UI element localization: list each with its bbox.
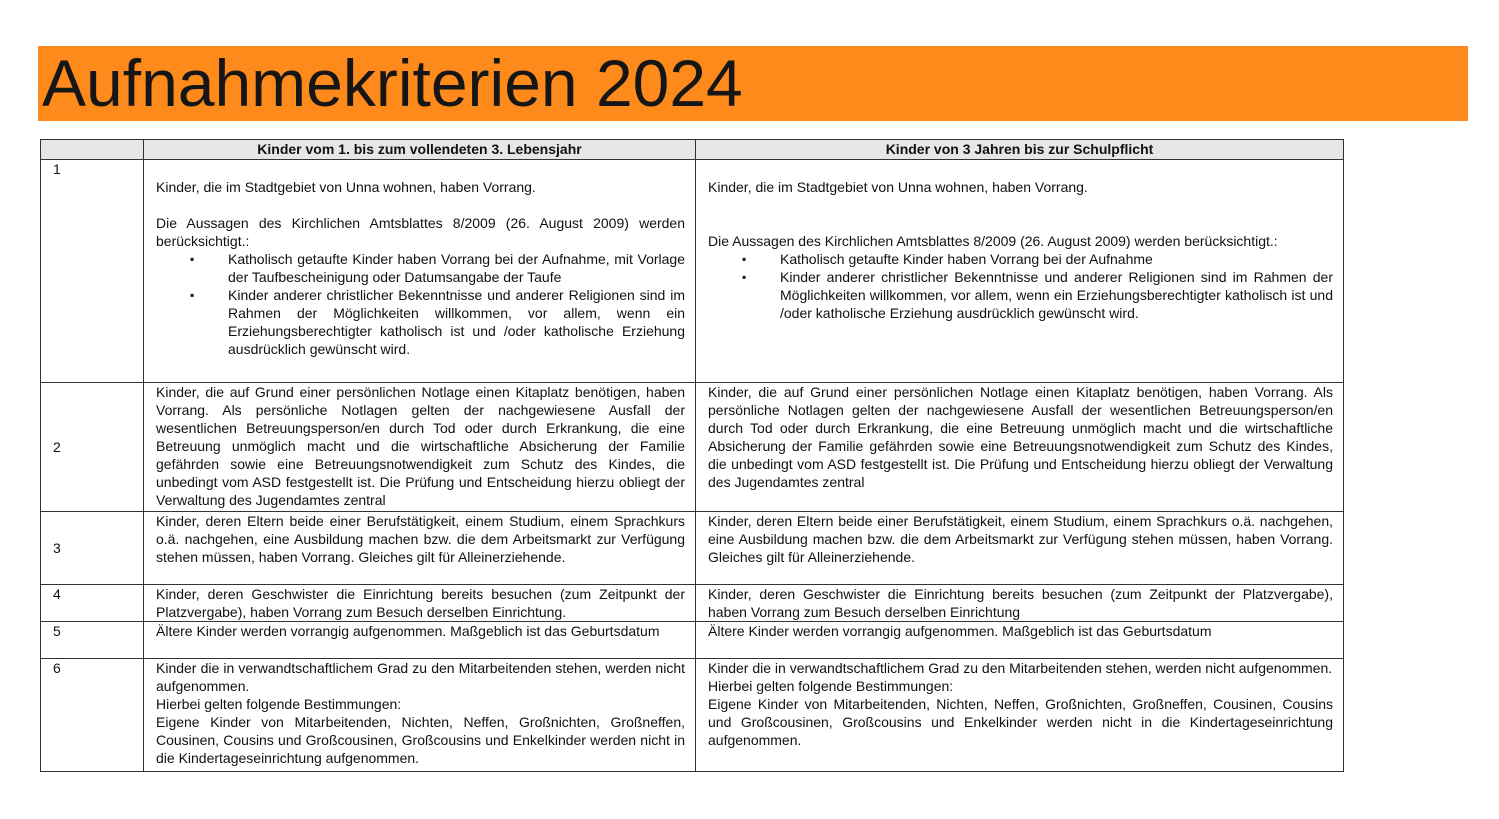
criterion-cell-right	[696, 659, 1344, 772]
row-number: 1	[41, 160, 144, 383]
criterion-cell-right: Ältere Kinder werden vorrangig aufgenommen. Maßgeblich ist das Geburtsdatum	[696, 622, 1344, 659]
criterion-paragraph: Kinder, die im Stadtgebiet von Unna wohnen, haben Vorrang.	[156, 179, 536, 195]
criterion-cell-right: Kinder, die auf Grund einer persönlichen Notlage einen Kitaplatz benötigen, haben Vorrang. Als persönliche Notlagen gelten der nachgewiesene Ausfall der wesentlichen Betreuungsperson/en durch Tod oder durch Erkrankung, die eine Betreuung unmöglich macht und die wirtschaftliche Absicherung der Familie gefährden sowie eine Betreuungsnotwendigkeit zum Schutz des Kindes, die unbedingt vom ASD festgestellt ist. Die Prüfung und Entscheidung hierzu obliegt der Verwaltung des Jugendamtes zentral	[696, 383, 1344, 512]
criterion-cell-left: Kinder, die auf Grund einer persönlichen Notlage einen Kitaplatz benötigen, haben Vorrang. Als persönliche Notlagen gelten der nachgewiesene Ausfall der wesentlichen Betreuungsperson/en durch Tod oder durch Erkrankung, die eine Betreuung unmöglich macht und die wirtschaftliche Absicherung der Familie gefährden sowie eine Betreuungsnotwendigkeit zum Schutz des Kindes, die unbedingt vom ASD festgestellt ist. Die Prüfung und Entscheidung hierzu obliegt der Verwaltung des Jugendamtes zentral	[144, 383, 696, 512]
criteria-table	[40, 139, 1344, 772]
table-row	[41, 160, 1344, 383]
table-header-row	[41, 140, 1344, 160]
criterion-cell-right: Kinder, deren Eltern beide einer Berufstätigkeit, einem Studium, einem Sprachkurs o.ä. nachgehen, eine Ausbildung machen bzw. die dem Arbeitsmarkt zur Verfügung stehen müssen, haben Vorrang. Gleiches gilt für Alleinerziehende.	[696, 512, 1344, 585]
criterion-cell-left: Kinder, deren Geschwister die Einrichtung bereits besuchen (zum Zeitpunkt der Platzvergabe), haben Vorrang zum Besuch derselben Einrichtung.	[144, 585, 696, 622]
table-row	[41, 659, 1344, 772]
criterion-cell-right	[696, 160, 1344, 383]
header-number	[41, 140, 144, 160]
row-number: 6	[41, 659, 144, 772]
criterion-cell-right: Kinder, deren Geschwister die Einrichtung bereits besuchen (zum Zeitpunkt der Platzvergabe), haben Vorrang zum Besuch derselben Einrichtung	[696, 585, 1344, 622]
criterion-cell-left	[144, 659, 696, 772]
list-item: ▪ Kinder anderer christlicher Bekenntnisse und anderer Religionen sind im Rahmen der Möglichkeiten willkommen, vor allem, wenn ein Erziehungsberechtigter katholisch ist und /oder katholische Erziehung ausdrücklich gewünscht wird.	[780, 268, 1333, 322]
table-row	[41, 512, 1344, 585]
criterion-cell-left: Kinder, deren Eltern beide einer Berufstätigkeit, einem Studium, einem Sprachkurs o.ä. nachgehen, eine Ausbildung machen bzw. die dem Arbeitsmarkt zur Verfügung stehen müssen, haben Vorrang. Gleiches gilt für Alleinerziehende.	[144, 512, 696, 585]
list-item: ▪ Katholisch getaufte Kinder haben Vorrang bei der Aufnahme, mit Vorlage der Taufbescheinigung oder Datumsangabe der Taufe	[228, 250, 685, 286]
criterion-paragraph: Kinder die in verwandtschaftlichem Grad zu den Mitarbeitenden stehen, werden nicht aufgenommen.	[708, 660, 1333, 676]
list-item: ▪ Kinder anderer christlicher Bekenntnisse und anderer Religionen sind im Rahmen der Möglichkeiten willkommen, vor allem, wenn ein Erziehungsberechtigter katholisch ist und /oder katholische Erziehung ausdrücklich gewünscht wird.	[228, 286, 685, 358]
header-age-1-3: Kinder vom 1. bis zum vollendeten 3. Lebensjahr	[144, 140, 696, 160]
criterion-bullet-list	[708, 250, 1333, 322]
page-title: Aufnahmekriterien 2024	[42, 46, 743, 120]
criterion-paragraph: Eigene Kinder von Mitarbeitenden, Nichten, Neffen, Großnichten, Großneffen, Cousinen, Cousins und Großcousinen, Großcousins und Enkelkinder werden nicht in die Kindertageseinrichtung aufgenommen.	[156, 714, 685, 766]
row-number: 4	[41, 585, 144, 622]
list-item: ▪ Katholisch getaufte Kinder haben Vorrang bei der Aufnahme	[780, 250, 1333, 268]
criterion-paragraph: Eigene Kinder von Mitarbeitenden, Nichten, Neffen, Großnichten, Großneffen, Cousinen, Cousins und Großcousinen, Großcousins und Enkelkinder werden nicht in die Kindertageseinrichtung aufgenommen.	[708, 696, 1333, 748]
criterion-paragraph: Kinder, die im Stadtgebiet von Unna wohnen, haben Vorrang.	[708, 179, 1088, 195]
criterion-paragraph: Hierbei gelten folgende Bestimmungen:	[156, 696, 402, 712]
row-number: 5	[41, 622, 144, 659]
criterion-cell-left: Ältere Kinder werden vorrangig aufgenommen. Maßgeblich ist das Geburtsdatum	[144, 622, 696, 659]
criterion-paragraph: Die Aussagen des Kirchlichen Amtsblattes 8/2009 (26. August 2009) werden berücksichtigt.:	[708, 233, 1278, 249]
criterion-paragraph: Hierbei gelten folgende Bestimmungen:	[708, 678, 954, 694]
table-row	[41, 383, 1344, 512]
table-row	[41, 622, 1344, 659]
table-row	[41, 585, 1344, 622]
row-number: 3	[41, 512, 144, 585]
title-banner	[38, 46, 1468, 121]
criterion-paragraph: Die Aussagen des Kirchlichen Amtsblattes 8/2009 (26. August 2009) werden berücksichtigt.:	[156, 215, 685, 249]
header-age-3-school: Kinder von 3 Jahren bis zur Schulpflicht	[696, 140, 1344, 160]
criterion-cell-left	[144, 160, 696, 383]
criterion-paragraph: Kinder die in verwandtschaftlichem Grad zu den Mitarbeitenden stehen, werden nicht aufgenommen.	[156, 660, 685, 694]
row-number: 2	[41, 383, 144, 512]
criterion-bullet-list	[156, 250, 685, 358]
